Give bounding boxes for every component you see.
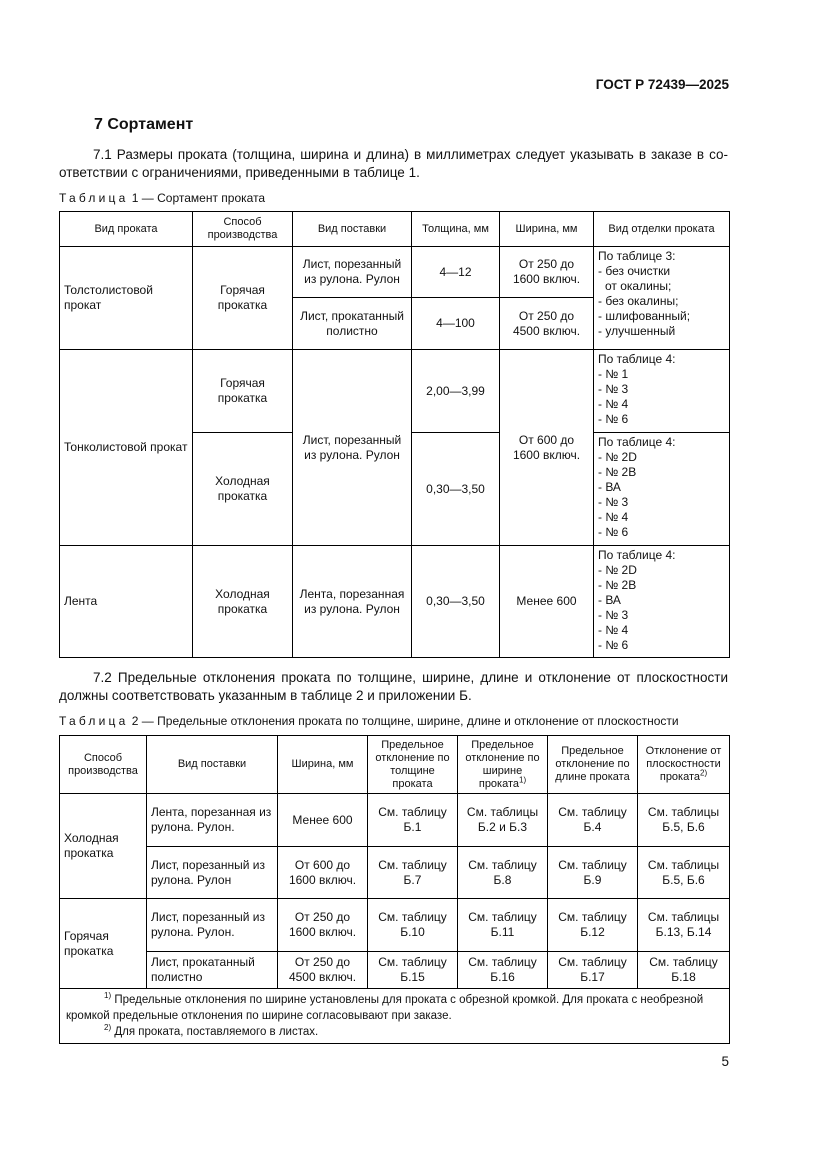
footnotes-row — [60, 989, 730, 1044]
finish-line: - № 4 — [598, 397, 629, 411]
cell-supply: Лист, порезанный из рулона. Рулон — [293, 247, 412, 298]
cell-supply: Лента, порезанная из рулона. Рулон. — [147, 794, 278, 847]
cell-product-type: Тонколистовой прокат — [60, 350, 193, 546]
cell-width: От 250 до 1600 включ. — [500, 247, 594, 298]
table-row — [60, 546, 730, 658]
cell-supply: Лента, порезанная из рулона. Рулон — [293, 546, 412, 658]
cell-supply: Лист, прокатанный полистно — [147, 952, 278, 989]
deviations-table — [59, 735, 730, 1044]
cell-finish — [594, 546, 730, 658]
finish-line: - без окалины; — [598, 294, 679, 308]
footnote-mark: 1) — [104, 991, 112, 1001]
cell-dev-width: См. таблицу Б.11 — [458, 899, 548, 952]
paragraph-7-1 — [59, 146, 728, 182]
cell-width: От 600 до 1600 включ. — [500, 350, 594, 546]
finish-line: - № 2D — [598, 563, 637, 577]
cell-method: Холодная прокатка — [60, 794, 147, 899]
header-text: Отклонение от плоскостности проката — [645, 745, 722, 783]
cell-flatness: См. таблицы Б.5, Б.6 — [638, 794, 730, 847]
cell-flatness: См. таблицу Б.18 — [638, 952, 730, 989]
cell-method: Холодная прокатка — [193, 546, 293, 658]
cell-thickness: 4—100 — [412, 298, 500, 350]
header-cell — [638, 736, 730, 794]
table-row — [60, 899, 730, 952]
cell-product-type: Лента — [60, 546, 193, 658]
header-cell — [458, 736, 548, 794]
finish-line: По таблице 4: — [598, 352, 676, 366]
cell-flatness: См. таблицы Б.5, Б.6 — [638, 847, 730, 899]
finish-line: - № 4 — [598, 623, 629, 637]
cell-width: От 250 до 4500 включ. — [278, 952, 368, 989]
paragraph-7-2 — [59, 669, 728, 705]
header-cell: Вид поставки — [147, 736, 278, 794]
cell-thickness: 4—12 — [412, 247, 500, 298]
cell-product-type: Толстолистовой прокат — [60, 247, 193, 350]
finish-line: - № 4 — [598, 510, 629, 524]
finish-line: По таблице 4: — [598, 435, 676, 449]
finish-line: - № 2B — [598, 465, 637, 479]
table2-caption — [59, 714, 679, 728]
cell-flatness: См. таблицы Б.13, Б.14 — [638, 899, 730, 952]
cell-supply: Лист, порезанный из рулона. Рулон. — [147, 899, 278, 952]
finish-line: - № 1 — [598, 367, 629, 381]
table-row — [60, 247, 730, 298]
cell-dev-length: См. таблицу Б.4 — [548, 794, 638, 847]
cell-dev-width: См. таблицы Б.2 и Б.3 — [458, 794, 548, 847]
header-cell: Толщина, мм — [412, 212, 500, 247]
footnote-2 — [66, 1024, 723, 1040]
footnote-mark: 2) — [104, 1023, 112, 1033]
finish-line: - № 6 — [598, 412, 629, 426]
table-row — [60, 794, 730, 847]
finish-line: - шлифованный; — [598, 309, 691, 323]
cell-dev-length: См. таблицу Б.9 — [548, 847, 638, 899]
cell-supply: Лист, порезанный из рулона. Рулон — [147, 847, 278, 899]
header-cell: Способ производства — [60, 736, 147, 794]
cell-thickness: 2,00—3,99 — [412, 350, 500, 433]
cell-finish — [594, 433, 730, 546]
table-row — [60, 847, 730, 899]
cell-dev-length: См. таблицу Б.17 — [548, 952, 638, 989]
header-cell: Вид отделки проката — [594, 212, 730, 247]
header-cell: Предельное отклонение по толщине проката — [368, 736, 458, 794]
paragraph-7-1-text: 7.1 Размеры проката (толщина, ширина и длина) в миллиметрах следует указывать в заказе в соответствии с ограничениями, приведенными в таблице 1. — [59, 147, 728, 180]
cell-supply: Лист, прокатанный полистно — [293, 298, 412, 350]
cell-width: От 600 до 1600 включ. — [278, 847, 368, 899]
paragraph-7-2-text: 7.2 Предельные отклонения проката по толщине, ширине, длине и отклонение от плоскостности должны соответствовать указанным в таблице 2 и приложении Б. — [59, 670, 728, 703]
header-cell: Вид проката — [60, 212, 193, 247]
cell-width: Менее 600 — [278, 794, 368, 847]
cell-method: Горячая прокатка — [193, 350, 293, 433]
footnote-text: Предельные отклонения по ширине установлены для проката с обрезной кромкой. Для проката с необрезной кромкой предельные отклонения по ширине согласовывают при заказе. — [66, 994, 704, 1022]
header-cell: Вид поставки — [293, 212, 412, 247]
cell-width: От 250 до 1600 включ. — [278, 899, 368, 952]
table-row — [60, 350, 730, 433]
cell-finish — [594, 350, 730, 433]
header-cell: Ширина, мм — [278, 736, 368, 794]
table-header-row — [60, 736, 730, 794]
footnotes — [60, 989, 730, 1044]
table1-caption-label: Таблица — [59, 191, 129, 205]
cell-width: От 250 до 4500 включ. — [500, 298, 594, 350]
finish-line: По таблице 3: — [598, 249, 676, 263]
header-cell: Способ производства — [193, 212, 293, 247]
finish-line: - № 3 — [598, 382, 629, 396]
finish-line: от окалины; — [605, 279, 672, 293]
cell-thickness: 0,30—3,50 — [412, 433, 500, 546]
table2-caption-text: 2 — Предельные отклонения проката по толщине, ширине, длине и отклонение от плоскостности — [131, 714, 679, 728]
cell-supply: Лист, порезанный из рулона. Рулон — [293, 350, 412, 546]
finish-line: - ВА — [598, 593, 621, 607]
standard-designation: ГОСТ Р 72439—2025 — [595, 77, 729, 92]
footnote-ref: 2) — [700, 768, 708, 778]
table-header-row — [60, 212, 730, 247]
cell-dev-thickness: См. таблицу Б.10 — [368, 899, 458, 952]
finish-line: - № 2D — [598, 450, 637, 464]
table1-caption — [59, 191, 265, 205]
finish-line: - № 6 — [598, 525, 629, 539]
cell-thickness: 0,30—3,50 — [412, 546, 500, 658]
cell-dev-thickness: См. таблицу Б.1 — [368, 794, 458, 847]
cell-width: Менее 600 — [500, 546, 594, 658]
finish-line: - без очистки — [598, 264, 671, 278]
cell-method: Горячая прокатка — [60, 899, 147, 989]
table-row — [60, 952, 730, 989]
header-cell: Ширина, мм — [500, 212, 594, 247]
footnote-ref: 1) — [519, 774, 527, 784]
finish-line: - ВА — [598, 480, 621, 494]
finish-line: - № 3 — [598, 495, 629, 509]
page-number: 5 — [721, 1054, 729, 1069]
section-title: 7 Сортамент — [94, 116, 194, 133]
cell-dev-width: См. таблицу Б.8 — [458, 847, 548, 899]
assortment-table — [59, 211, 730, 658]
cell-method: Холодная прокатка — [193, 433, 293, 546]
table2-caption-label: Таблица — [59, 714, 129, 728]
table1-caption-text: 1 — Сортамент проката — [131, 191, 266, 205]
cell-dev-thickness: См. таблицу Б.7 — [368, 847, 458, 899]
header-cell: Предельное отклонение по длине проката — [548, 736, 638, 794]
cell-finish — [594, 247, 730, 350]
cell-dev-width: См. таблицу Б.16 — [458, 952, 548, 989]
cell-method: Горячая прокатка — [193, 247, 293, 350]
finish-line: - № 3 — [598, 608, 629, 622]
footnote-1 — [66, 992, 723, 1024]
cell-dev-thickness: См. таблицу Б.15 — [368, 952, 458, 989]
finish-line: - улучшенный — [598, 324, 676, 338]
cell-dev-length: См. таблицу Б.12 — [548, 899, 638, 952]
finish-line: - № 2B — [598, 578, 637, 592]
finish-line: - № 6 — [598, 638, 629, 652]
footnote-text: Для проката, поставляемого в листах. — [114, 1026, 319, 1038]
header-text: Предельное отклонение по ширине проката — [465, 738, 540, 790]
finish-line: По таблице 4: — [598, 548, 676, 562]
